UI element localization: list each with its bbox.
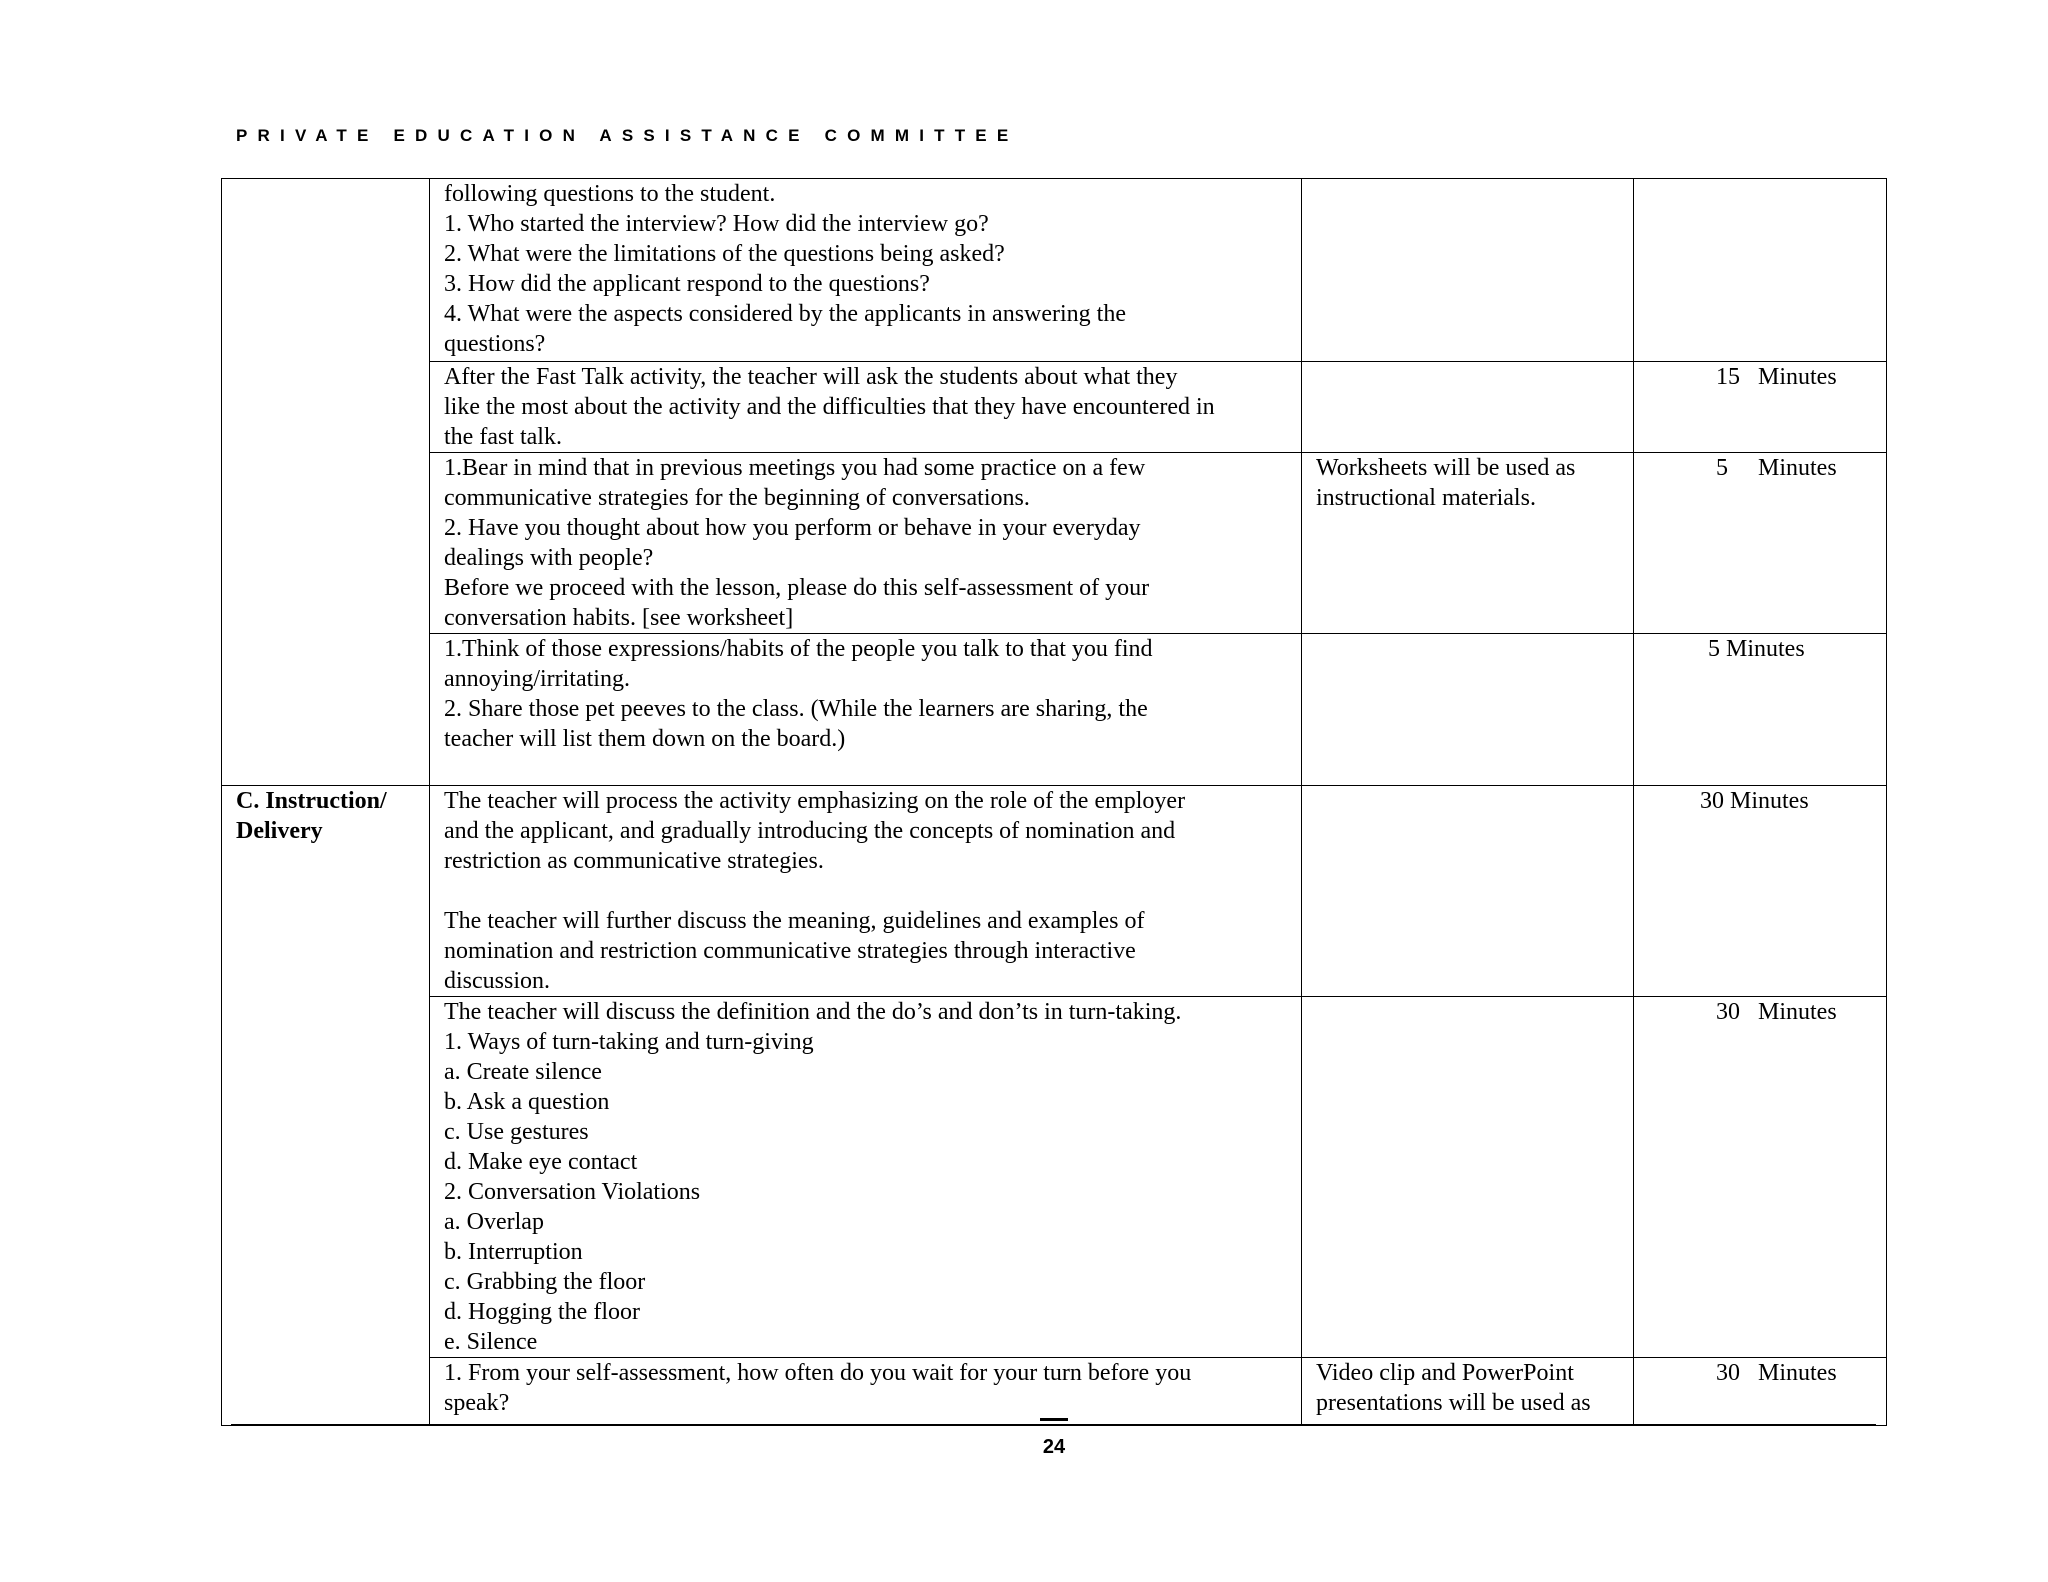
activity-line: e. Silence [444,1329,538,1355]
activity-line: c. Grabbing the floor [444,1269,646,1295]
activity-line: conversation habits. [see worksheet] [444,605,794,631]
materials-cell [1302,634,1634,786]
materials-line: Video clip and PowerPoint [1316,1360,1574,1386]
materials-cell [1302,179,1634,362]
activity-line: a. Create silence [444,1059,602,1085]
time-cell [1634,179,1887,362]
activity-line: The teacher will process the activity emphasizing on the role of the employer [444,788,1186,814]
activity-line: 1.Bear in mind that in previous meetings you had some practice on a few [444,455,1146,481]
activity-line: dealings with people? [444,545,654,571]
lesson-plan-table [221,178,1887,1426]
activity-line: 2. Share those pet peeves to the class. (While the learners are sharing, the [444,696,1148,722]
time-cell: 5 Minutes [1634,453,1887,634]
activity-line: teacher will list them down on the board.) [444,726,846,752]
activity-cell [430,179,1302,362]
activity-line: b. Ask a question [444,1089,610,1115]
activity-line: nomination and restriction communicative strategies through interactive [444,938,1136,964]
activity-line: 2. What were the limitations of the questions being asked? [444,241,1005,267]
activity-line: c. Use gestures [444,1119,589,1145]
time-cell: 30 Minutes [1634,786,1887,997]
activity-line: annoying/irritating. [444,666,630,692]
activity-cell [430,634,1302,786]
activity-cell [430,786,1302,997]
table-row [222,1358,1887,1426]
activity-line: like the most about the activity and the difficulties that they have encountered in [444,394,1215,420]
table-row [222,453,1887,634]
document-header: PRIVATE EDUCATION ASSISTANCE COMMITTEE [236,126,1019,145]
activity-line: discussion. [444,968,551,994]
activity-line: d. Hogging the floor [444,1299,640,1325]
materials-line: presentations will be used as [1316,1390,1591,1416]
materials-line: Worksheets will be used as [1316,455,1576,481]
materials-cell [1302,362,1634,453]
activity-line: The teacher will discuss the definition and the do’s and don’ts in turn-taking. [444,999,1182,1025]
table-row [222,179,1887,362]
activity-line: restriction as communicative strategies. [444,848,824,874]
activity-line: 1. From your self-assessment, how often do you wait for your turn before you [444,1360,1192,1386]
stage-label-line: C. Instruction/ [236,788,387,814]
footer-rule [231,1424,1876,1426]
activity-line: b. Interruption [444,1239,583,1265]
table-row [222,362,1887,453]
activity-line: After the Fast Talk activity, the teacher will ask the students about what they [444,364,1178,390]
activity-line: following questions to the student. [444,181,776,207]
activity-line: the fast talk. [444,424,562,450]
footer-page-tick [1040,1418,1068,1421]
time-cell: 5 Minutes [1634,634,1887,786]
activity-line: 2. Have you thought about how you perform or behave in your everyday [444,515,1141,541]
time-cell: 30 Minutes [1634,1358,1887,1426]
activity-line: 1. Ways of turn-taking and turn-giving [444,1029,814,1055]
materials-cell [1302,997,1634,1358]
materials-line: instructional materials. [1316,485,1536,511]
activity-cell [430,997,1302,1358]
table-row [222,634,1887,786]
activity-line: 3. How did the applicant respond to the questions? [444,271,930,297]
materials-cell [1302,453,1634,634]
activity-line: a. Overlap [444,1209,544,1235]
activity-line: 2. Conversation Violations [444,1179,701,1205]
page-number: 24 [1042,1436,1066,1458]
activity-line: questions? [444,331,546,357]
time-cell: 30 Minutes [1634,997,1887,1358]
activity-line: 1. Who started the interview? How did the interview go? [444,211,989,237]
activity-line: Before we proceed with the lesson, please do this self-assessment of your [444,575,1150,601]
activity-line: The teacher will further discuss the meaning, guidelines and examples of [444,908,1145,934]
table-row [222,997,1887,1358]
activity-line: communicative strategies for the beginning of conversations. [444,485,1030,511]
activity-line: and the applicant, and gradually introducing the concepts of nomination and [444,818,1176,844]
activity-line: 4. What were the aspects considered by the applicants in answering the [444,301,1126,327]
stage-cell-instruction-delivery [222,786,430,1426]
time-cell: 15 Minutes [1634,362,1887,453]
activity-cell [430,1358,1302,1426]
activity-cell [430,453,1302,634]
activity-line: speak? [444,1390,510,1416]
activity-cell [430,362,1302,453]
materials-cell [1302,1358,1634,1426]
stage-cell-continued [222,179,430,786]
paragraph-gap [444,876,1287,906]
table-row [222,786,1887,997]
stage-label-line: Delivery [236,818,323,844]
materials-cell [1302,786,1634,997]
activity-line: 1.Think of those expressions/habits of the people you talk to that you find [444,636,1153,662]
activity-line: d. Make eye contact [444,1149,638,1175]
